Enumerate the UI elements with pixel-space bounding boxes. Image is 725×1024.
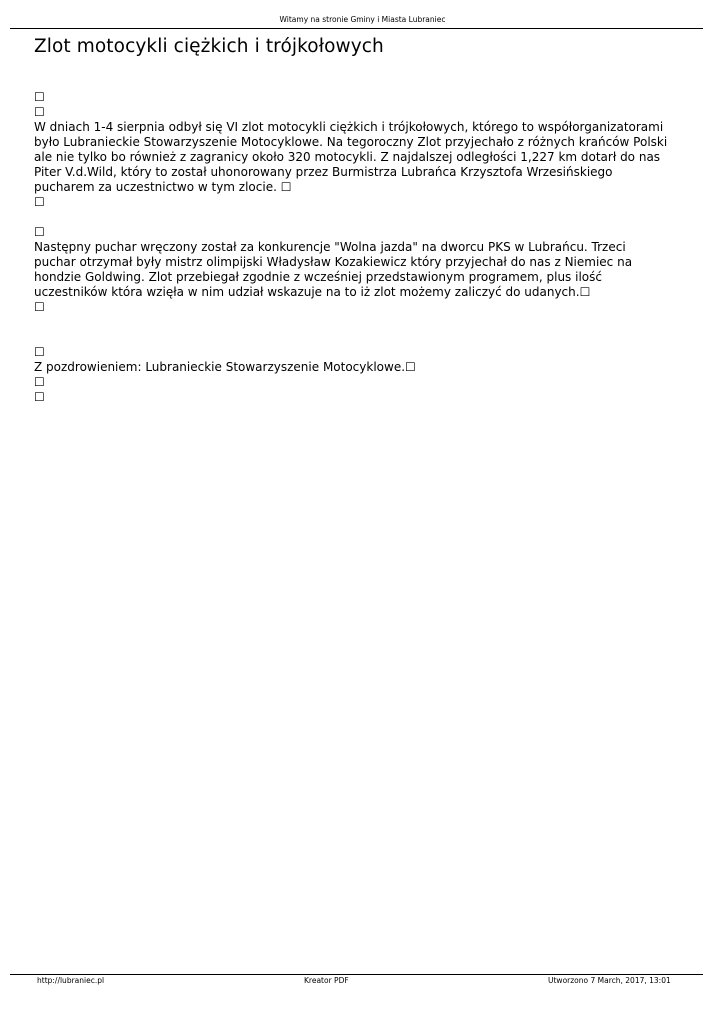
paragraph-2-line: Następny puchar wręczony został za konkurencje "Wolna jazda" na dworcu PKS w Lubrańcu. Trzeci xyxy=(34,240,626,254)
spacer xyxy=(34,315,682,330)
closing-text: Z pozdrowieniem: Lubranieckie Stowarzyszenie Motocyklowe.☐ xyxy=(34,360,416,374)
placeholder-box-5: ☐ xyxy=(34,300,45,314)
paragraph-1 xyxy=(34,120,682,195)
placeholder-box-1: ☐ xyxy=(34,90,45,104)
paragraph-1-line: było Lubranieckie Stowarzyszenie Motocyklowe. Na tegoroczny Zlot przyjechało z różnych krańców Polski xyxy=(34,135,668,149)
placeholder-box-2: ☐ xyxy=(34,105,45,119)
paragraph-1-line: pucharem za uczestnictwo w tym zlocie. ☐ xyxy=(34,180,292,194)
page-footer xyxy=(0,976,725,986)
spacer xyxy=(34,330,682,345)
footer-generator: Kreator PDF xyxy=(304,976,349,985)
paragraph-2 xyxy=(34,240,682,300)
paragraph-1-line: W dniach 1-4 sierpnia odbył się VI zlot motocykli ciężkich i trójkołowych, którego to współorganizatorami xyxy=(34,120,664,134)
page-header: Witamy na stronie Gminy i Miasta Lubraniec xyxy=(279,15,446,24)
footer-divider xyxy=(10,974,703,975)
spacer xyxy=(34,210,682,225)
footer-created-date: Utworzono 7 March, 2017, 13:01 xyxy=(548,976,671,985)
article-body xyxy=(34,90,682,405)
placeholder-box-4: ☐ xyxy=(34,225,45,239)
placeholder-box-7: ☐ xyxy=(34,375,45,389)
paragraph-1-line: ale nie tylko bo również z zagranicy około 320 motocykli. Z najdalszej odległości 1,227 km dotarł do nas xyxy=(34,150,661,164)
closing-line xyxy=(34,360,682,375)
paragraph-2-line: hondzie Goldwing. Zlot przebiegał zgodnie z wcześniej przedstawionym programem, plus ilość xyxy=(34,270,602,284)
paragraph-1-line: Piter V.d.Wild, który to został uhonorowany przez Burmistrza Lubrańca Krzysztofa Wrzesińskiego xyxy=(34,165,613,179)
footer-url: http://lubraniec.pl xyxy=(37,976,105,985)
placeholder-box-6: ☐ xyxy=(34,345,45,359)
article-title: Zlot motocykli ciężkich i trójkołowych xyxy=(34,36,384,57)
header-divider xyxy=(10,28,703,29)
placeholder-box-8: ☐ xyxy=(34,390,45,404)
paragraph-2-line: uczestników która wzięła w nim udział wskazuje na to iż zlot możemy zaliczyć do udanych.☐ xyxy=(34,285,591,299)
placeholder-box-3: ☐ xyxy=(34,195,45,209)
paragraph-2-line: puchar otrzymał były mistrz olimpijski Władysław Kozakiewicz który przyjechał do nas z Niemiec na xyxy=(34,255,633,269)
